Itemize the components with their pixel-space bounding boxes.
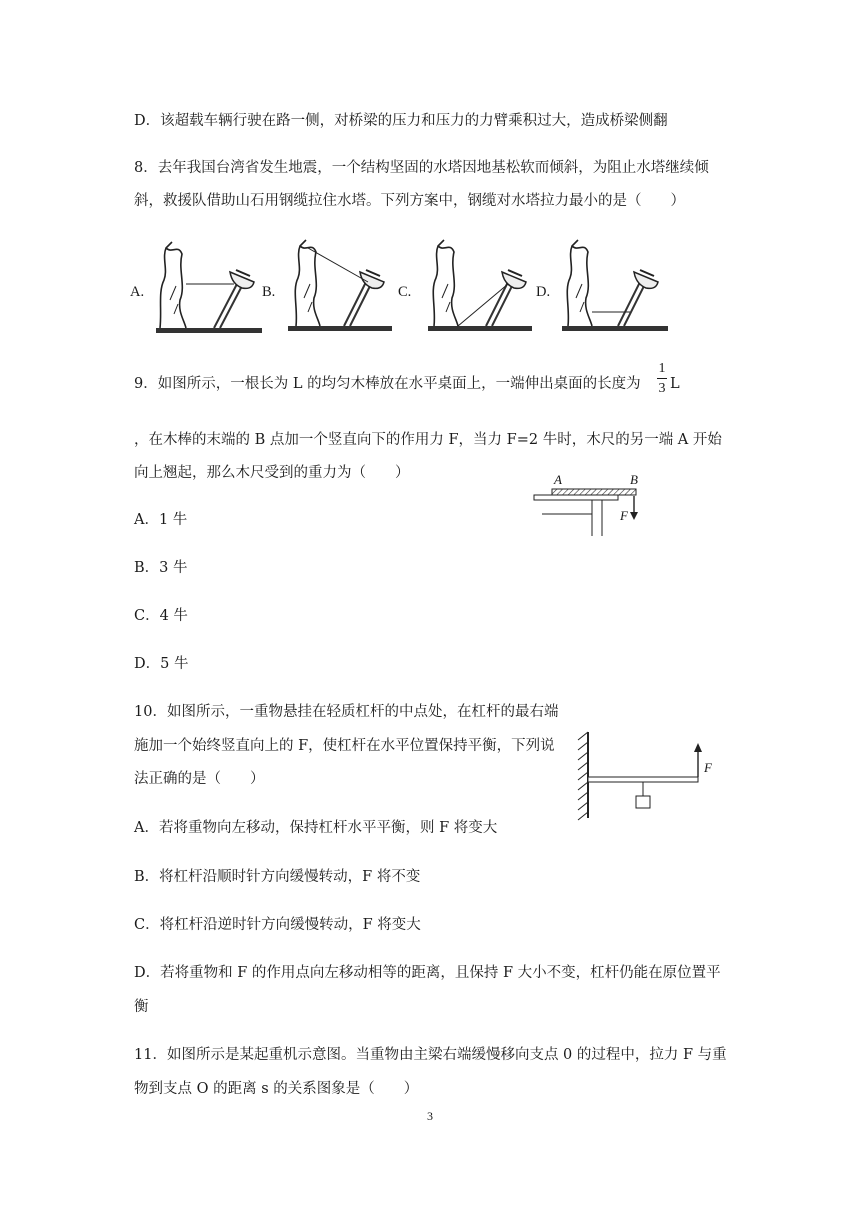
q9-label-f: F xyxy=(620,508,628,523)
q10-stem-line3: 法正确的是（ ） xyxy=(134,771,265,787)
q9-stem-line3: 向上翘起，那么木尺受到的重力为（ ） xyxy=(134,465,410,481)
page-number: 3 xyxy=(427,1109,433,1123)
q11-stem-line2: 物到支点 O 的距离 s 的关系图象是（ ） xyxy=(134,1081,419,1097)
q8-option-d-label: D. xyxy=(536,284,551,300)
q9-stem-line1: 9．如图所示，一根长为 L 的均匀木棒放在水平桌面上，一端伸出桌面的长度为 xyxy=(134,376,641,392)
q11-stem-line1: 11．如图所示是某起重机示意图。当重物由主梁右端缓慢移向支点 0 的过程中，拉力 F 与重 xyxy=(134,1047,727,1063)
q10-option-a: A．若将重物向左移动，保持杠杆水平平衡，则 F 将变大 xyxy=(134,820,498,836)
q10-option-d-line2: 衡 xyxy=(134,999,149,1015)
q9-option-c: C．4 牛 xyxy=(134,608,188,624)
q9-option-d: D．5 牛 xyxy=(134,656,189,672)
q10-option-b: B．将杠杆沿顺时针方向缓慢转动，F 将不变 xyxy=(134,869,421,885)
q8-option-c-label: C. xyxy=(398,284,412,300)
q8-figure-b xyxy=(288,238,398,338)
q9-label-a: A xyxy=(554,472,562,487)
q10-figure-drawing xyxy=(576,730,726,822)
q9-fraction-numerator: 1 xyxy=(658,361,666,376)
q9-stem-line2: ，在木棒的末端的 B 点加一个竖直向下的作用力 F，当力 F=2 牛时，木尺的另一端 A 开始 xyxy=(134,432,722,448)
q8-figure-a xyxy=(156,240,266,340)
q8-figure-c xyxy=(428,238,538,338)
q9-option-b: B．3 牛 xyxy=(134,560,188,576)
q10-stem-line2: 施加一个始终竖直向上的 F，使杠杆在水平位置保持平衡，下列说 xyxy=(134,738,555,754)
q8-figure-d xyxy=(562,238,672,338)
q9-figure-drawing xyxy=(532,474,642,538)
q10-option-c: C．将杠杆沿逆时针方向缓慢转动，F 将变大 xyxy=(134,917,421,933)
q8-stem-line2: 斜，救援队借助山石用钢缆拉住水塔。下列方案中，钢缆对水塔拉力最小的是（ ） xyxy=(134,193,685,209)
q8-option-a-label: A. xyxy=(130,284,145,300)
q10-label-f: F xyxy=(704,760,712,775)
q10-stem-line1: 10．如图所示，一重物悬挂在轻质杠杆的中点处，在杠杆的最右端 xyxy=(134,704,559,720)
q10-figure xyxy=(576,730,726,822)
q8-option-b-label: B. xyxy=(262,284,276,300)
q9-fraction-bar xyxy=(657,378,667,379)
q9-option-a: A．1 牛 xyxy=(134,512,188,528)
q9-figure xyxy=(532,474,642,538)
q8-stem-line1: 8．去年我国台湾省发生地震，一个结构坚固的水塔因地基松软而倾斜，为阻止水塔继续倾 xyxy=(134,160,709,176)
q9-label-b: B xyxy=(630,472,638,487)
q7-option-d: D．该超载车辆行驶在路一侧，对桥梁的压力和压力的力臂乘积过大，造成桥梁侧翻 xyxy=(134,113,668,129)
q10-option-d-line1: D．若将重物和 F 的作用点向左移动相等的距离，且保持 F 大小不变，杠杆仍能在原位置平 xyxy=(134,965,721,981)
q9-fraction-denominator: 3 xyxy=(658,381,666,396)
q9-fraction-unit: L xyxy=(670,376,680,392)
